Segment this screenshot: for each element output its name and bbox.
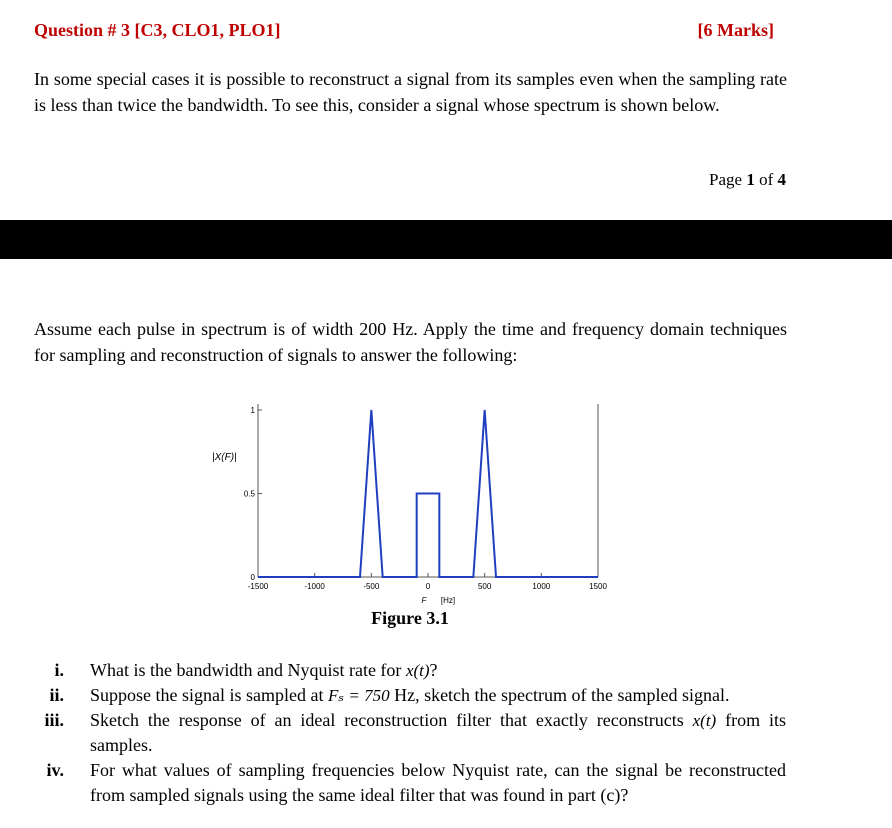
marks-label: [6 Marks] [697,20,774,40]
figure-caption: Figure 3.1 [371,608,449,628]
y-tick-label: 0 [250,573,255,582]
x-tick-label: 1000 [532,582,551,591]
y-tick-label: 1 [250,406,255,415]
x-tick-label: -1500 [247,582,269,591]
x-tick-label: 1500 [589,582,607,591]
question-text: For what values of sampling frequencies below Nyquist rate, can the signal be reconstructed from sampled signals using the same ideal filter that was found in part (c)? [90,760,786,805]
redaction-bar [0,220,892,259]
assumption-paragraph: Assume each pulse in spectrum is of width 200 Hz. Apply the time and frequency domain techniques for sampling and reconstruction of signals to answer the following: [34,319,787,365]
question-text: Suppose the signal is sampled at Fₛ = 750 Hz, sketch the spectrum of the sampled signal. [90,685,730,705]
x-axis-unit: [Hz] [440,596,456,605]
page-number: Page 1 of 4 [709,170,786,189]
y-tick-label: 0.5 [243,489,255,499]
question-number: i. [54,660,64,680]
y-axis-label: |X(F)| [212,452,237,464]
x-tick-label: -1000 [304,582,325,591]
x-axis-symbol: F [421,596,427,605]
question-item [20,708,820,758]
question-list [20,658,820,808]
question-number: ii. [49,685,64,705]
spectrum-chart [200,396,620,606]
question-number: iv. [46,760,64,780]
question-text: Sketch the response of an ideal reconstruction filter that exactly reconstructs x(t) from its samples. [90,710,786,755]
question-text: What is the bandwidth and Nyquist rate for x(t)? [90,660,438,680]
question-item [20,658,820,683]
x-tick-label: -500 [363,582,380,591]
question-number: iii. [44,710,64,730]
question-heading: Question # 3 [C3, CLO1, PLO1] [34,20,281,40]
x-tick-label: 500 [477,582,492,591]
question-item [20,683,820,708]
spectrum-line [258,410,598,577]
intro-paragraph: In some special cases it is possible to reconstruct a signal from its samples even when the sampling rate is less than twice the bandwidth. To see this, consider a signal whose spectrum is shown below. [34,69,787,115]
x-tick-label: 0 [425,582,431,591]
question-item [20,758,820,808]
